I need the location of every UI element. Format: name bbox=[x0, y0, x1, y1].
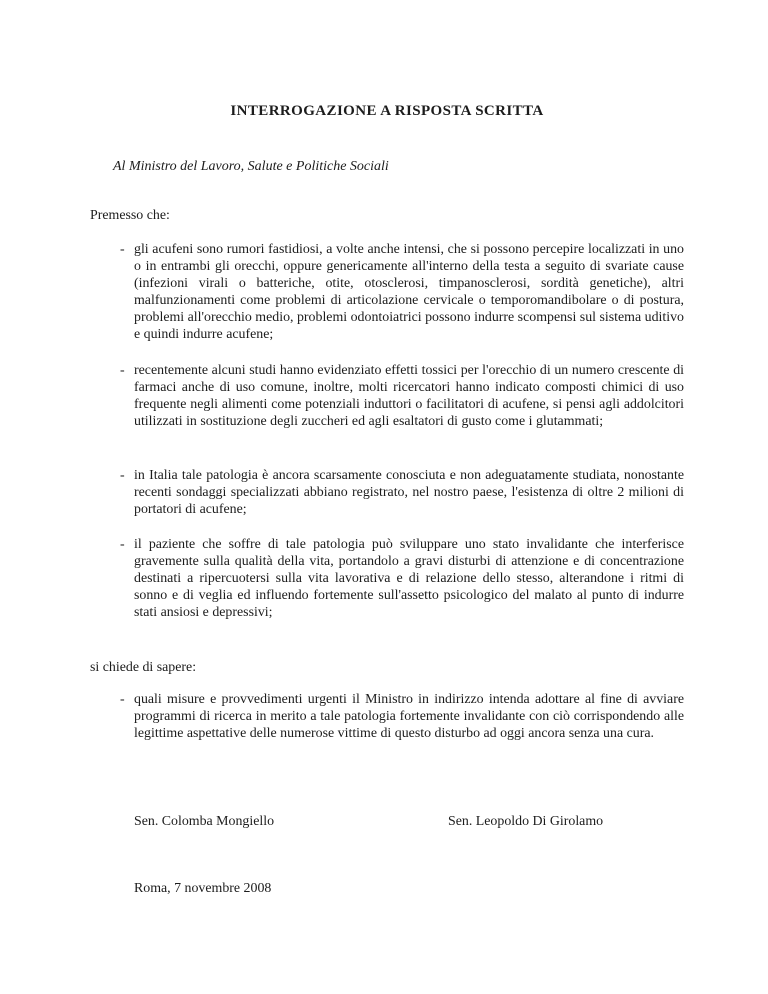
signature-senator-1: Sen. Colomba Mongiello bbox=[134, 814, 275, 829]
premise-item-text: gli acufeni sono rumori fastidiosi, a volte anche intensi, che si possono percepire localizzati in uno o in entrambi gli orecchi, oppure genericamente all'interno della testa a seguito di svariate cause (infezioni virali o batteriche, otite, otosclerosi, timpanosclerosi, sordità genetiche), altri malfunzionamenti come problemi di articolazione cervicale o temporomandibolare o di postura, problemi all'orecchio medio, problemi odontoiatrici possono indurre scompensi sul sistema uditivo e quindi indurre acufene; bbox=[134, 242, 684, 342]
signature-senator-2: Sen. Leopoldo Di Girolamo bbox=[448, 814, 604, 829]
addressee-line: Al Ministro del Lavoro, Salute e Politiche Sociali bbox=[113, 159, 389, 174]
bullet-marker: - bbox=[120, 537, 125, 552]
bullet-marker: - bbox=[120, 692, 125, 707]
request-label: si chiede di sapere: bbox=[90, 660, 197, 675]
bullet-marker: - bbox=[120, 242, 125, 257]
request-item bbox=[90, 691, 684, 742]
premise-item-text: il paziente che soffre di tale patologia può sviluppare uno stato invalidante che interferisce gravemente sulla qualità della vita, portandolo a gravi disturbi di attenzione e di concentrazione destinati a ripercuotersi sulla vita lavorativa e di relazione dello stesso, alterandone i ritmi di sonno e di veglia ed influendo fortemente sull'assetto psicologico del malato al punto di indurre stati ansiosi e depressivi; bbox=[134, 537, 684, 620]
premise-item bbox=[90, 241, 684, 343]
bullet-marker: - bbox=[120, 363, 125, 378]
premise-item bbox=[90, 362, 684, 430]
premise-item bbox=[90, 536, 684, 621]
bullet-marker: - bbox=[120, 468, 125, 483]
premise-item-text: recentemente alcuni studi hanno evidenziato effetti tossici per l'orecchio di un numero crescente di farmaci anche di uso comune, inoltre, molti ricercatori hanno indicato composti chimici di uso frequente negli alimenti come potenziali induttori o facilitatori di acufene, si pensi agli addolcitori utilizzati in sostituzione degli zuccheri ed agli esaltatori di gusto come i glutammati; bbox=[134, 363, 684, 429]
document-title: INTERROGAZIONE A RISPOSTA SCRITTA bbox=[230, 103, 544, 119]
request-item-text: quali misure e provvedimenti urgenti il Ministro in indirizzo intenda adottare al fine di avviare programmi di ricerca in merito a tale patologia fortemente invalidante con ciò corrispondendo alle legittime aspettative delle numerose vittime di questo disturbo ad oggi ancora senza una cura. bbox=[134, 692, 684, 741]
premise-label: Premesso che: bbox=[90, 208, 170, 223]
premise-item-text: in Italia tale patologia è ancora scarsamente conosciuta e non adeguatamente studiata, nonostante recenti sondaggi specializzati abbiano registrato, nel nostro paese, l'esistenza di oltre 2 milioni di portatori di acufene; bbox=[134, 468, 684, 517]
dateline: Roma, 7 novembre 2008 bbox=[134, 881, 272, 896]
premise-item bbox=[90, 467, 684, 518]
